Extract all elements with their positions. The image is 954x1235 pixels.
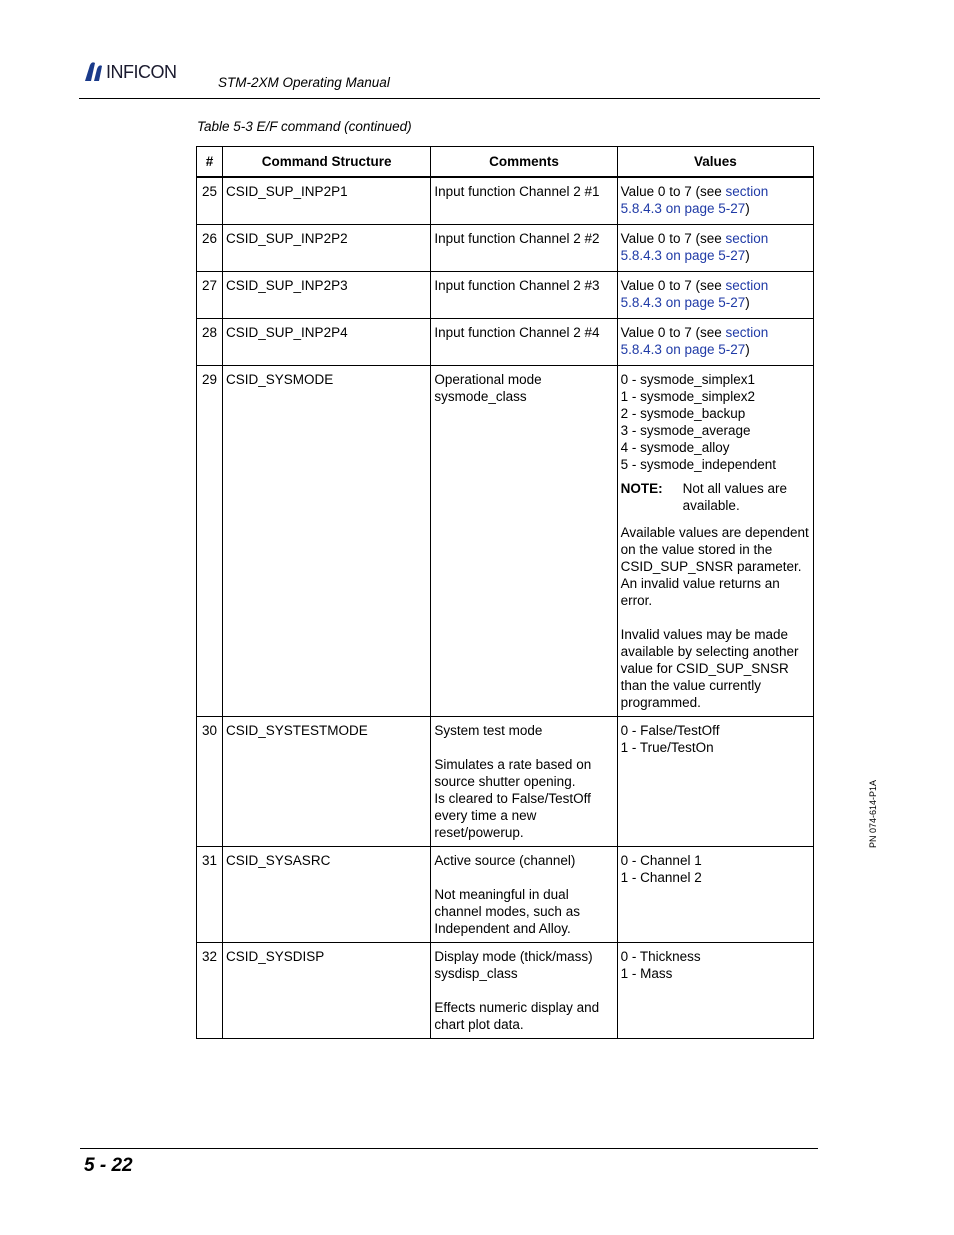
comment-line: Not meaningful in dual channel modes, such as Independent and Alloy.	[434, 887, 580, 936]
value-text: Value 0 to 7 (see	[620, 184, 726, 199]
comment-line: sysdisp_class	[434, 966, 518, 981]
note	[621, 480, 810, 514]
command-name: CSID_SUP_INP2P1	[223, 177, 431, 225]
note-label: NOTE:	[620, 481, 663, 496]
value-cell	[617, 847, 813, 943]
value-line: 5 - sysmode_independent	[620, 457, 777, 472]
command-table	[196, 146, 814, 1039]
value-cell	[617, 225, 813, 272]
comment-line: Effects numeric display and chart plot data.	[434, 1000, 600, 1032]
table-row	[197, 366, 814, 717]
value-line: 0 - Thickness	[620, 949, 701, 964]
command-name: CSID_SYSDISP	[223, 943, 431, 1039]
value-line: 1 - Mass	[620, 966, 673, 981]
value-line: 0 - Channel 1	[620, 853, 702, 868]
value-suffix: )	[745, 295, 750, 310]
value-suffix: )	[745, 342, 750, 357]
row-number: 31	[197, 847, 223, 943]
part-number-label: PN 074-614-P1A	[868, 779, 878, 848]
row-number: 28	[197, 319, 223, 366]
value-text: Value 0 to 7 (see	[620, 278, 726, 293]
value-line: 3 - sysmode_average	[620, 423, 751, 438]
value-cell	[617, 177, 813, 225]
comment-line: Active source (channel)	[434, 853, 576, 868]
table-row	[197, 319, 814, 366]
section-link[interactable]: section 5.8.4.3 on page 5-27	[620, 325, 769, 357]
comment-line: Is cleared to False/TestOff every time a new reset/powerup.	[434, 791, 591, 840]
section-link[interactable]: section 5.8.4.3 on page 5-27	[620, 231, 769, 263]
header-rule	[79, 98, 820, 99]
comment-line: Display mode (thick/mass)	[434, 949, 593, 964]
value-cell	[617, 943, 813, 1039]
table-row	[197, 177, 814, 225]
table-row	[197, 943, 814, 1039]
table-row	[197, 717, 814, 847]
comment-cell	[431, 943, 617, 1039]
table-row	[197, 847, 814, 943]
inficon-logo-icon	[82, 61, 104, 83]
row-number: 27	[197, 272, 223, 319]
value-cell	[617, 319, 813, 366]
inficon-logo	[82, 60, 177, 84]
value-cell	[617, 717, 813, 847]
value-text: Value 0 to 7 (see	[620, 325, 726, 340]
value-cell	[617, 366, 813, 717]
command-name: CSID_SYSTESTMODE	[223, 717, 431, 847]
page-number: 5 - 22	[84, 1155, 133, 1176]
manual-title: STM-2XM Operating Manual	[218, 75, 390, 90]
comment-line: sysmode_class	[434, 389, 527, 404]
comment-cell: Input function Channel 2 #3	[431, 272, 617, 319]
value-line: 4 - sysmode_alloy	[620, 440, 730, 455]
row-number: 25	[197, 177, 223, 225]
value-cell	[617, 272, 813, 319]
command-name: CSID_SYSMODE	[223, 366, 431, 717]
header-command-structure: Command Structure	[223, 147, 431, 178]
comment-cell: Input function Channel 2 #2	[431, 225, 617, 272]
table-header-row	[197, 147, 814, 178]
value-line: 0 - False/TestOff	[620, 723, 720, 738]
value-paragraph: Available values are dependent on the value stored in the CSID_SUP_SNSR parameter. An invalid value returns an error.	[620, 525, 809, 608]
row-number: 32	[197, 943, 223, 1039]
comment-cell	[431, 366, 617, 717]
header-num: #	[197, 147, 223, 178]
value-line: 2 - sysmode_backup	[620, 406, 746, 421]
comment-line: System test mode	[434, 723, 543, 738]
value-text: Value 0 to 7 (see	[620, 231, 726, 246]
logo-text: INFICON	[106, 61, 177, 82]
value-line: 1 - True/TestOn	[620, 740, 714, 755]
comment-cell: Input function Channel 2 #1	[431, 177, 617, 225]
table-row	[197, 225, 814, 272]
command-name: CSID_SUP_INP2P2	[223, 225, 431, 272]
note-text: Not all values are available.	[682, 481, 787, 513]
table-row	[197, 272, 814, 319]
command-name: CSID_SUP_INP2P3	[223, 272, 431, 319]
value-suffix: )	[745, 248, 750, 263]
comment-line: Simulates a rate based on source shutter opening.	[434, 757, 592, 789]
comment-cell	[431, 847, 617, 943]
row-number: 26	[197, 225, 223, 272]
comment-cell	[431, 717, 617, 847]
header-values: Values	[617, 147, 813, 178]
value-paragraph: Invalid values may be made available by selecting another value for CSID_SUP_SNSR than the value currently programmed.	[620, 627, 799, 710]
value-line: 1 - sysmode_simplex2	[620, 389, 755, 404]
command-name: CSID_SYSASRC	[223, 847, 431, 943]
comment-line: Operational mode	[434, 372, 542, 387]
section-link[interactable]: section 5.8.4.3 on page 5-27	[620, 278, 769, 310]
comment-cell: Input function Channel 2 #4	[431, 319, 617, 366]
footer-rule	[80, 1148, 818, 1149]
header-comments: Comments	[431, 147, 617, 178]
table-caption: Table 5-3 E/F command (continued)	[197, 119, 412, 134]
section-link[interactable]: section 5.8.4.3 on page 5-27	[620, 184, 769, 216]
value-suffix: )	[745, 201, 750, 216]
row-number: 30	[197, 717, 223, 847]
value-line: 1 - Channel 2	[620, 870, 702, 885]
command-name: CSID_SUP_INP2P4	[223, 319, 431, 366]
row-number: 29	[197, 366, 223, 717]
value-line: 0 - sysmode_simplex1	[620, 372, 755, 387]
